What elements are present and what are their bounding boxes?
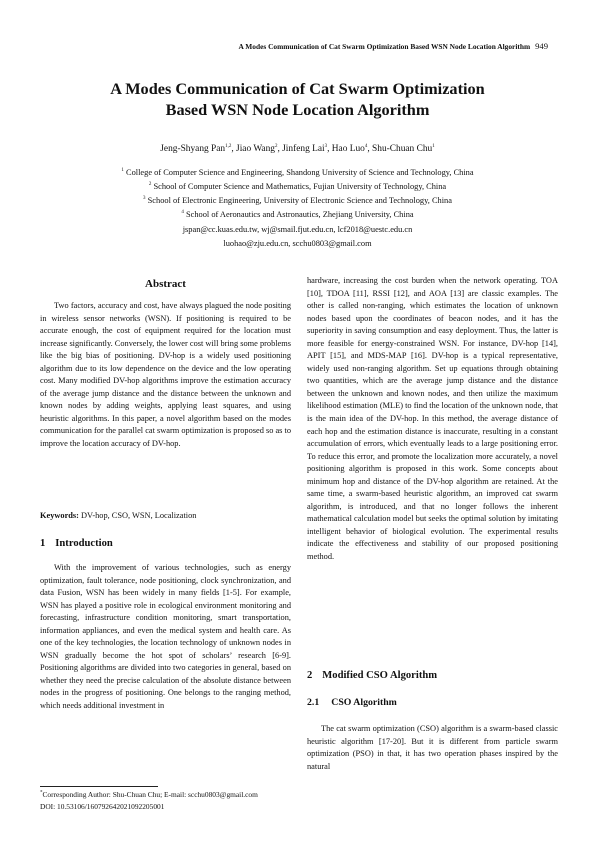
email-line: luohao@zju.edu.cn, scchu0803@gmail.com	[223, 239, 372, 248]
abstract-body	[40, 300, 291, 451]
section-number: 2	[307, 670, 313, 681]
abstract-heading: Abstract	[145, 278, 186, 290]
keywords	[40, 511, 291, 520]
title-line-1: A Modes Communication of Cat Swarm Optimization	[110, 79, 485, 98]
subsection-title: CSO Algorithm	[331, 697, 397, 708]
section-title: Introduction	[55, 538, 113, 549]
section-title: Modified CSO Algorithm	[322, 670, 438, 681]
abstract-text: Two factors, accuracy and cost, have always plagued the node positing in wireless sensor networks (WSN). If positioning is required to be accurate enough, the cost of equipment required for the location must increase significantly. Conversely, the lower cost will bring some problems like the big bias of positioning. DV-hop is a widely used positioning algorithm due to its low dependence on the device and the low operating cost. Many modified DV-hop algorithms improve the estimation accuracy of the average jump distance and the distance between the unknown and known nodes by adding weights, applying least squares, and using heuristic algorithms. In this paper, a novel algorithm based on the modes communication for the parallel cat swarm optimization is proposed so as to improve the location accuracy of DV-hop.	[40, 301, 291, 449]
affiliation	[40, 196, 555, 205]
affiliation-text: College of Computer Science and Engineering, Shandong University of Science and Technology, China	[126, 168, 474, 177]
section-heading	[307, 670, 437, 681]
title-line-2: Based WSN Node Location Algorithm	[165, 99, 430, 119]
keywords-text: DV-hop, CSO, WSN, Localization	[81, 511, 197, 520]
page-number: 949	[535, 41, 548, 51]
footnote-corresponding	[40, 790, 258, 799]
affiliation	[40, 210, 555, 219]
paragraph: With the improvement of various technologies, such as energy optimization, fault tolerance, node positioning, clock synchronization, and data Fusion, WSN has been widely in many fields [1-5]. For example, WSN has played a positive role in ecological environment monitoring and forecasting, infrastructure condition monitoring, smart transportation, information appliances, and even the medical system and health care. As one of the key technologies, the location technology of unknown nodes in WSN gradually become the hot spot of scholars’ research [6-9]. Positioning algorithms are divided into two categories in general, based on whether they need the precise calculation of the absolute distance between nodes in the progress of positioning. One belongs to the ranging method, which needs additional investment in	[40, 563, 291, 711]
author-name: Jiao Wang	[236, 144, 275, 154]
author-name: Jinfeng Lai	[282, 144, 325, 154]
author-name: Jeng-Shyang Pan	[160, 144, 226, 154]
cso-body	[307, 723, 558, 773]
running-head	[239, 41, 548, 51]
affiliation-text: School of Aeronautics and Astronautics, Zhejiang University, China	[185, 210, 414, 219]
footnote-text: Corresponding Author: Shu-Chuan Chu; E-mail: scchu0803@gmail.com	[42, 790, 258, 799]
footnote-mark: *	[40, 790, 43, 796]
keywords-label: Keywords:	[40, 511, 79, 520]
footnote-rule	[40, 786, 158, 787]
email-line: jspan@cc.kuas.edu.tw, wj@smail.fjut.edu.cn, lcf2018@uestc.edu.cn	[182, 225, 413, 234]
affiliation-number: 2	[148, 182, 152, 188]
paragraph: The cat swarm optimization (CSO) algorithm is a swarm-based classic heuristic algorithm [17-20]. But it is different from particle swarm optimization (PSO) in that, it has two operation phases inspired by the natural	[307, 724, 558, 771]
affiliation	[40, 182, 555, 191]
affiliation-number: 3	[143, 196, 146, 202]
subsection-number: 2.1	[307, 697, 320, 708]
author-name: Hao Luo	[331, 144, 365, 154]
author-affiliation-mark: 1,2	[225, 143, 232, 149]
subsection-heading	[307, 697, 397, 708]
section-heading	[40, 538, 113, 549]
affiliation-number: 1	[121, 168, 124, 174]
affiliation	[40, 168, 555, 177]
running-head-title: A Modes Communication of Cat Swarm Optimization Based WSN Node Location Algorithm	[238, 42, 531, 51]
footnote-doi: DOI: 10.53106/160792642021092205001	[40, 802, 165, 811]
introduction-continued	[307, 275, 558, 564]
introduction-body	[40, 562, 291, 713]
author-affiliation-mark: 3	[324, 143, 328, 149]
affiliation-text: School of Computer Science and Mathematics, Fujian University of Technology, China	[153, 182, 447, 191]
author-affiliation-mark: 1	[432, 143, 435, 149]
author-affiliation-mark: 4	[364, 143, 368, 149]
affiliation-text: School of Electronic Engineering, University of Electronic Science and Technology, China	[147, 196, 452, 205]
affiliation-number: 4	[181, 210, 184, 216]
paragraph: hardware, increasing the cost burden when the network operating. TOA [10], TDOA [11], RSSI [12], and AOA [13] are classic examples. The other is called non-ranging, which estimates the location of unknown nodes based upon the coordinates of beacon nodes, and it has the superiority in saving consumption and easy deployment. Thus, the latter is more feasible for energy-constrained WSN. For instance, DV-hop [14], APIT [15], and MDS-MAP [16]. DV-hop is a typical representative, widely used non-ranging algorithm. Set up equations through obtaining two quantities, which are the average jump distance and the distance between the unknown and known nodes, and then utilize the maximum likelihood estimation (MLE) to find the location of the unknown node, that is the main idea of the DV-hop. In this method, the average distance of each hop and the estimation distance is inaccurate, resulting in a constant accumulation of errors, which eventually leads to a large positioning error. To reduce this error, and promote the localization more accurately, a novel positioning algorithm is proposed in this work. Some concepts about minimum hop and distance of the DV-hop algorithm are retained. At the same time, a swarm-based heuristic algorithm, an improved cat swarm algorithm, is introduced, and that no longer follows the inherent mathematical calculation model but seeks the optimal solution by imitating intelligent behavior of biological evolution. The experimental results indicate the effectiveness and stability of our proposed positioning method.	[307, 276, 558, 562]
author-affiliation-mark: 2	[274, 143, 278, 149]
author-list: Jeng-Shyang Pan$^{1,2}$, Jiao Wang$^2$, Jinfeng Lai$^3$, Hao Luo$^4$, Shu-Chuan Chu$^1$	[160, 143, 435, 154]
author-name: Shu-Chuan Chu	[372, 144, 433, 154]
section-number: 1	[40, 538, 46, 549]
paper-title	[40, 79, 555, 120]
